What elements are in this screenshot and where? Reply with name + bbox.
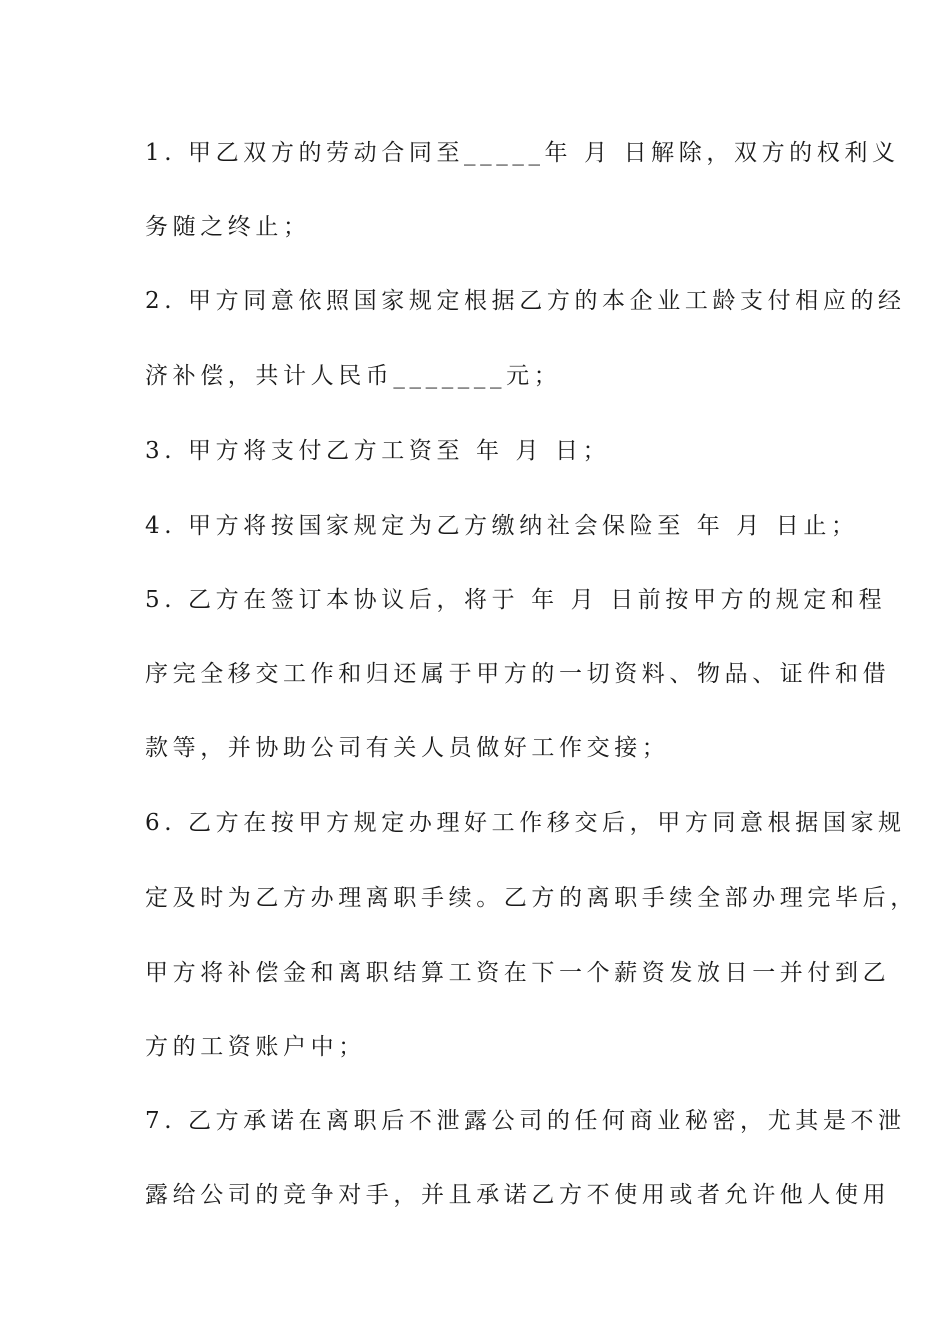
clause-6-line-4: 方的工资账户中； [145, 1034, 366, 1060]
clause-6-line-3: 甲方将补偿金和离职结算工资在下一个薪资发放日一并付到乙 [145, 960, 891, 986]
clause-4-line-1: 4. 甲方将按国家规定为乙方缴纳社会保险至 年 月 日止； [145, 513, 859, 539]
clause-3-line-1: 3. 甲方将支付乙方工资至 年 月 日； [145, 438, 611, 464]
clause-1-line-2: 务随之终止； [145, 214, 311, 240]
clause-2-line-2: 济补偿，共计人民币_______元； [145, 363, 562, 389]
clause-2-line-1: 2. 甲方同意依照国家规定根据乙方的本企业工龄支付相应的经 [145, 288, 906, 314]
clause-6-line-2: 定及时为乙方办理离职手续。乙方的离职手续全部办理完毕后， [145, 885, 918, 911]
clause-1-line-1: 1. 甲乙双方的劳动合同至_____年 月 日解除，双方的权利义 [145, 140, 900, 166]
clause-6-line-1: 6. 乙方在按甲方规定办理好工作移交后，甲方同意根据国家规 [145, 810, 906, 836]
clause-7-line-1: 7. 乙方承诺在离职后不泄露公司的任何商业秘密，尤其是不泄 [145, 1108, 906, 1134]
clause-5-line-2: 序完全移交工作和归还属于甲方的一切资料、物品、证件和借 [145, 661, 891, 687]
clause-5-line-3: 款等，并协助公司有关人员做好工作交接； [145, 735, 670, 761]
clause-5-line-1: 5. 乙方在签订本协议后，将于 年 月 日前按甲方的规定和程 [145, 587, 887, 613]
clause-7-line-2: 露给公司的竞争对手，并且承诺乙方不使用或者允许他人使用 [145, 1182, 891, 1208]
